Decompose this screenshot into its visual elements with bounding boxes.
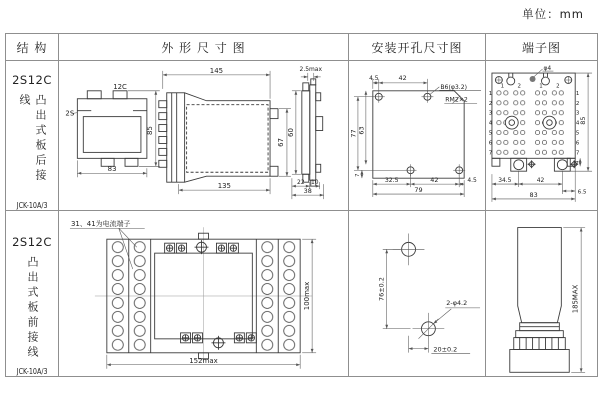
- hole-spec-label-2: 2-φ4.2: [446, 298, 468, 307]
- dim-79: 79: [414, 186, 423, 195]
- dim-20: 20±0.2: [433, 345, 458, 354]
- row-label-right: 4: [575, 120, 580, 127]
- flange-view: [302, 79, 323, 186]
- side-profile-diagram: [486, 211, 597, 376]
- dim-60: 60: [286, 128, 295, 137]
- row2-outline-drawing: [59, 211, 349, 376]
- dim-12c: 12C: [113, 82, 127, 91]
- header-structure: 结 构: [6, 34, 59, 61]
- mount-holes: [402, 242, 436, 335]
- install-hole-diagram: [349, 61, 485, 210]
- dim-83-term: 83: [529, 190, 538, 199]
- row-label-right: 2: [575, 100, 580, 107]
- dim-67: 67: [276, 138, 285, 147]
- dim-85-right: 85: [579, 116, 588, 125]
- dimension-lines: [71, 71, 323, 199]
- crosshairs: [393, 233, 445, 344]
- dim-77: 77: [349, 129, 358, 138]
- dim-83: 83: [107, 165, 117, 174]
- terminal-diagram: [486, 61, 597, 210]
- row2-install-drawing: [349, 211, 486, 376]
- col-label: 1: [500, 83, 505, 90]
- row-label-left: 6: [488, 140, 493, 147]
- row2-structure-label: [6, 211, 59, 376]
- terminal-block-diagram: [59, 211, 348, 376]
- row-label-left: 2: [488, 100, 493, 107]
- dim-10: 10: [310, 179, 319, 187]
- row2-relay-type: JCK-10A/3: [16, 367, 48, 376]
- row1-model: 2S12C: [12, 73, 52, 87]
- spec-table: [5, 33, 598, 377]
- header-outline: 外 形 尺 寸 图: [59, 34, 349, 61]
- row1-mount-type: 凸出式板后接线: [18, 94, 47, 184]
- install-hole-diagram-2: [349, 211, 485, 376]
- dim-42-term: 42: [536, 177, 545, 185]
- dim-22: 22: [297, 179, 305, 187]
- mounting-plate: [373, 91, 464, 178]
- header-terminal: 端子图: [486, 34, 597, 61]
- row1-relay-type: JCK-10A/3: [16, 201, 48, 210]
- dim-100max: 100max: [303, 281, 312, 311]
- row-label-right: 6: [575, 140, 580, 147]
- dim-34-5: 34.5: [498, 177, 512, 185]
- current-terminal-note: 31、41为电流端子: [70, 220, 131, 229]
- hole-spec-label: B6(φ3.2): [440, 83, 468, 91]
- row-label-left: 5: [488, 130, 493, 137]
- row-label-left: 1: [488, 90, 493, 97]
- side-view: [159, 93, 278, 182]
- dim-6-5: 6.5: [577, 189, 587, 196]
- dim-2s: 2S: [65, 109, 75, 118]
- relay-side-profile: [510, 228, 569, 373]
- row-label-left: 4: [488, 120, 493, 127]
- row-label-left: 7: [488, 150, 493, 157]
- dim-2-5max: 2.5max: [299, 65, 323, 73]
- dim-7: 7: [354, 173, 361, 177]
- col-label: 2: [556, 83, 560, 90]
- dim-152max: 152max: [189, 356, 218, 365]
- row-label-right: 7: [575, 150, 580, 157]
- row-label-right: 3: [575, 110, 580, 117]
- dim-32-5: 32.5: [384, 177, 399, 185]
- row1-outline-drawing: [59, 61, 349, 211]
- dim-4-5-top: 4.5: [369, 74, 379, 82]
- row1-install-drawing: [349, 61, 486, 211]
- row1-terminal-drawing: [486, 61, 597, 211]
- row-label-left: 3: [488, 110, 493, 117]
- col-label: 2: [517, 83, 521, 90]
- dim-4-5-bottom: 4.5: [467, 177, 477, 185]
- thread-spec-label: RM2×2: [445, 96, 468, 104]
- unit-label: 单位：mm: [522, 7, 584, 21]
- row-label-right: 5: [575, 130, 580, 137]
- dim-63: 63: [357, 126, 366, 135]
- dim-phi4: φ4: [543, 65, 552, 73]
- row2-mount-type: 凸出式板前接线: [26, 256, 39, 361]
- terminal-plate: [492, 73, 578, 171]
- dim-4-small: 4: [574, 160, 581, 164]
- dim-42-top: 42: [398, 73, 407, 82]
- row-label-right: 1: [575, 90, 580, 97]
- row2-terminal-drawing: [486, 211, 597, 376]
- header-install: 安装开孔尺寸图: [349, 34, 486, 61]
- row2-model: 2S12C: [12, 235, 52, 249]
- row1-structure-label: [6, 61, 59, 211]
- dim-145: 145: [209, 66, 224, 75]
- dim-85: 85: [145, 126, 154, 135]
- dim-42-bottom: 42: [430, 176, 439, 185]
- dim-38: 38: [303, 187, 312, 196]
- dim-185max: 185MAX: [571, 284, 580, 314]
- top-view: [77, 91, 147, 166]
- dim-135: 135: [217, 182, 231, 191]
- dim-76: 76±0.2: [377, 277, 386, 301]
- col-label: 1: [539, 83, 543, 90]
- outline-dimension-diagram: [59, 61, 348, 210]
